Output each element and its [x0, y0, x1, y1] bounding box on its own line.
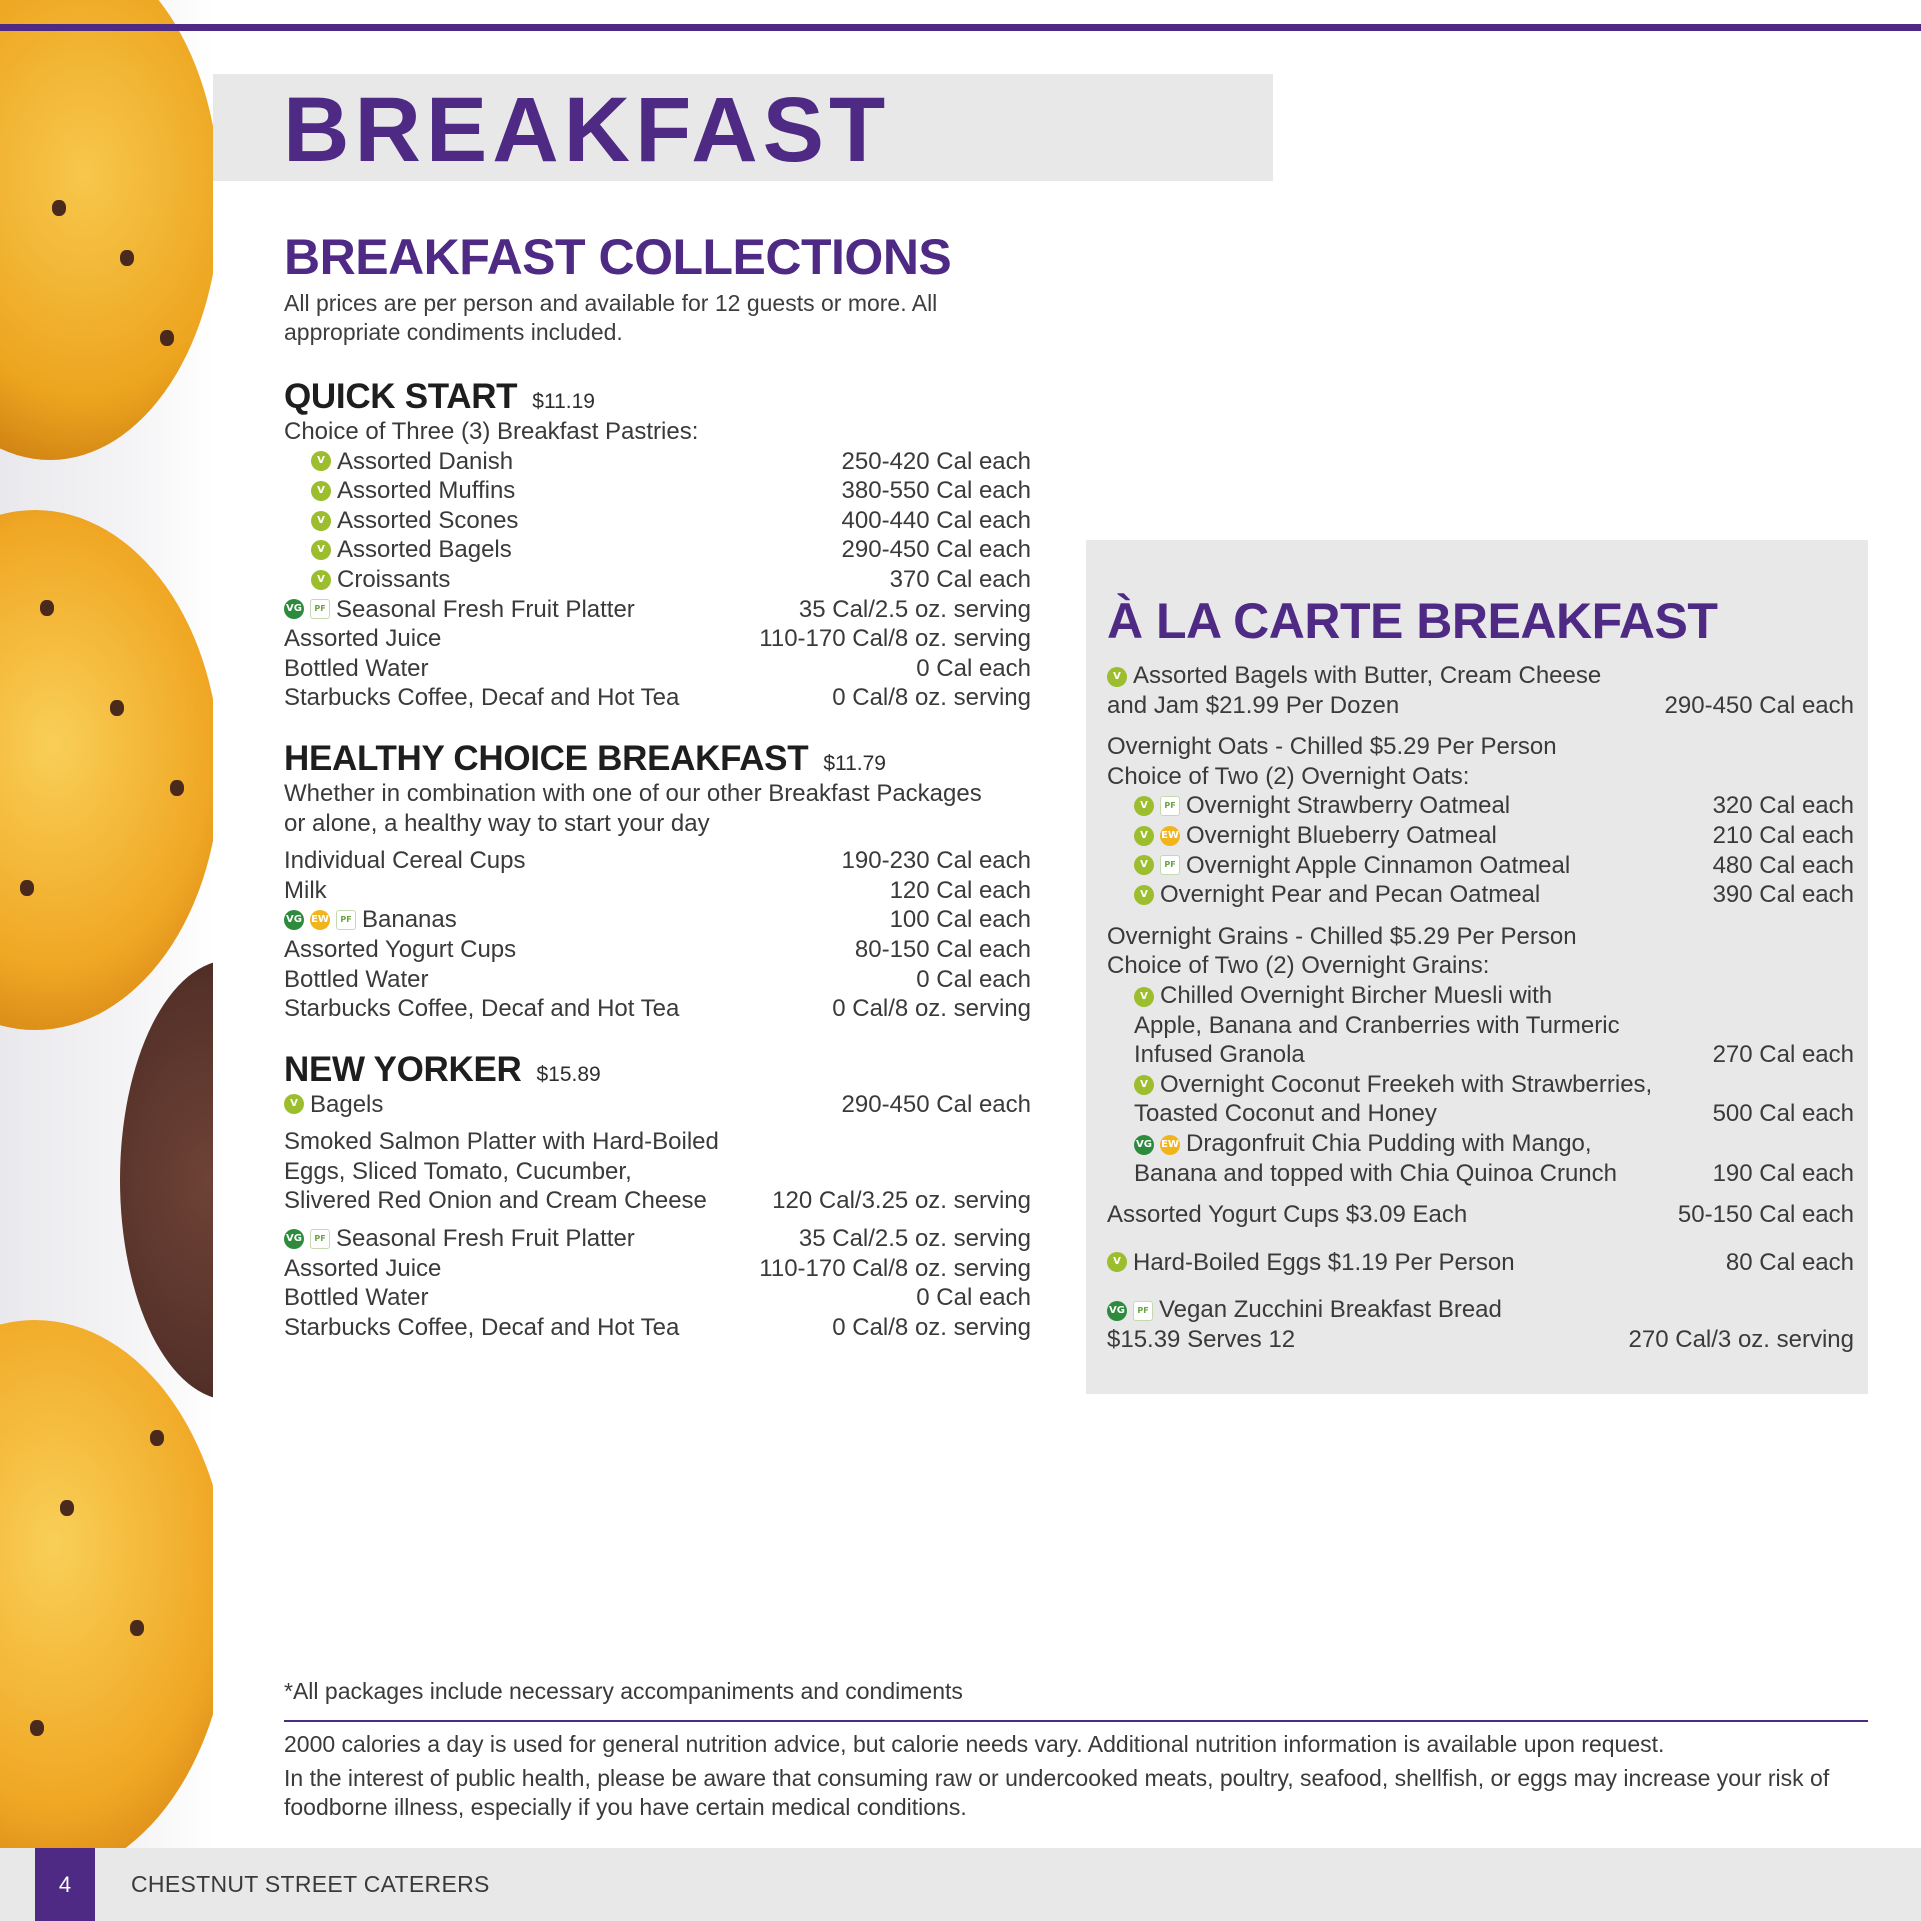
- item-label: Starbucks Coffee, Decaf and Hot Tea: [284, 995, 680, 1023]
- item-calories: 0 Cal/8 oz. serving: [832, 1313, 1031, 1341]
- menu-item: [1107, 1200, 1854, 1230]
- item-calories: 35 Cal/2.5 oz. serving: [798, 595, 1031, 623]
- vegetarian-icon: V: [1107, 1252, 1127, 1272]
- section-subhead: Choice of Two (2) Overnight Grains:: [1107, 952, 1490, 980]
- item-label: Bananas: [362, 906, 457, 934]
- menu-item: [284, 876, 1031, 906]
- menu-item: [284, 476, 1031, 506]
- item-calories: 380-550 Cal each: [841, 477, 1031, 505]
- vegetarian-icon: V: [311, 511, 331, 531]
- item-calories: 80-150 Cal each: [854, 935, 1031, 963]
- item-calories: 0 Cal each: [916, 654, 1031, 682]
- menu-item: [1107, 1248, 1854, 1278]
- item-label: Seasonal Fresh Fruit Platter: [336, 1225, 635, 1253]
- menu-item: [284, 595, 1031, 625]
- chocolate-chip: [40, 600, 54, 616]
- item-label: Chilled Overnight Bircher Muesli with: [1160, 981, 1553, 1009]
- footer-brand: CHESTNUT STREET CATERERS: [131, 1871, 490, 1897]
- vegan-icon: VG: [284, 599, 304, 619]
- item-calories: 270 Cal each: [1712, 1041, 1854, 1069]
- muffin-image: [0, 1320, 213, 1880]
- chocolate-chip: [30, 1720, 44, 1736]
- packages-footnote: *All packages include necessary accompaniments and condiments: [284, 1678, 963, 1704]
- item-calories: 500 Cal each: [1712, 1100, 1854, 1128]
- page-title: BREAKFAST: [283, 79, 891, 181]
- item-calories: 270 Cal/3 oz. serving: [1628, 1325, 1854, 1353]
- menu-item: [284, 1127, 1031, 1216]
- item-label: Toasted Coconut and Honey: [1134, 1100, 1437, 1128]
- menu-item: [1107, 1070, 1854, 1129]
- item-label: Bottled Water: [284, 1284, 429, 1312]
- collections-heading: BREAKFAST COLLECTIONS: [284, 229, 952, 285]
- vegetarian-icon: V: [1134, 885, 1154, 905]
- menu-item-title: [1107, 661, 1854, 691]
- item-label: Overnight Strawberry Oatmeal: [1186, 792, 1511, 820]
- package-price: $11.79: [823, 751, 886, 775]
- vegetarian-icon: V: [311, 481, 331, 501]
- vegetarian-icon: V: [1107, 667, 1127, 687]
- item-label: Starbucks Coffee, Decaf and Hot Tea: [284, 1313, 680, 1341]
- item-label: Assorted Juice: [284, 1254, 442, 1282]
- item-label: Infused Granola: [1134, 1041, 1305, 1069]
- item-price: $15.39 Serves 12: [1107, 1325, 1296, 1353]
- item-calories: 35 Cal/2.5 oz. serving: [798, 1225, 1031, 1253]
- menu-item: [1107, 691, 1854, 721]
- item-label: Assorted Yogurt Cups $3.09 Each: [1107, 1201, 1468, 1229]
- menu-item: [284, 654, 1031, 684]
- vegan-icon: VG: [1134, 1135, 1154, 1155]
- item-calories: 320 Cal each: [1712, 792, 1854, 820]
- menu-item: [284, 965, 1031, 995]
- item-label: Vegan Zucchini Breakfast Bread: [1159, 1296, 1502, 1324]
- item-label: Bottled Water: [284, 654, 429, 682]
- item-calories: 120 Cal each: [889, 876, 1031, 904]
- item-label: Overnight Pear and Pecan Oatmeal: [1160, 881, 1541, 909]
- item-calories: 110-170 Cal/8 oz. serving: [759, 1254, 1031, 1282]
- package-price: $15.89: [536, 1062, 601, 1086]
- menu-item: [284, 447, 1031, 477]
- menu-item: [284, 846, 1031, 876]
- item-calories: 0 Cal each: [916, 1284, 1031, 1312]
- item-label: Starbucks Coffee, Decaf and Hot Tea: [284, 684, 680, 712]
- item-label: Seasonal Fresh Fruit Platter: [336, 595, 635, 623]
- section-title: Overnight Grains - Chilled $5.29 Per Person: [1107, 922, 1577, 950]
- item-calories: 0 Cal/8 oz. serving: [832, 684, 1031, 712]
- package-subhead: Choice of Three (3) Breakfast Pastries:: [284, 418, 699, 445]
- menu-item: [284, 1313, 1031, 1343]
- vegetarian-icon: V: [1134, 987, 1154, 1007]
- menu-item: [284, 683, 1031, 713]
- a-la-carte-heading: À LA CARTE BREAKFAST: [1107, 593, 1718, 649]
- item-label: Assorted Danish: [337, 447, 514, 475]
- item-calories: 0 Cal/8 oz. serving: [832, 995, 1031, 1023]
- vegetarian-icon: V: [1134, 826, 1154, 846]
- item-calories: 290-450 Cal each: [1664, 691, 1854, 719]
- muffin-image: [0, 510, 213, 1030]
- disclaimer: [284, 1730, 1868, 1822]
- menu-item: [284, 506, 1031, 536]
- menu-item: [284, 565, 1031, 595]
- item-label: Bottled Water: [284, 965, 429, 993]
- plant-forward-icon: PF: [310, 599, 330, 619]
- health-warning: In the interest of public health, please be aware that consuming raw or undercooked meats, poultry, seafood, shellfish, or eggs may increase your risk of foodborne illness, especially if you have certain medical conditions.: [284, 1765, 1830, 1820]
- menu-item: [284, 1090, 1031, 1120]
- chocolate-chip: [120, 250, 134, 266]
- item-calories: 0 Cal each: [916, 965, 1031, 993]
- package-name: NEW YORKER: [284, 1049, 522, 1089]
- item-label: Assorted Bagels with Butter, Cream Cheese: [1133, 662, 1602, 689]
- menu-item: [284, 994, 1031, 1024]
- chocolate-muffin-image: [120, 960, 213, 1400]
- item-calories: 480 Cal each: [1712, 851, 1854, 879]
- menu-item: [284, 535, 1031, 565]
- item-label: Croissants: [337, 565, 451, 593]
- item-label: Overnight Apple Cinnamon Oatmeal: [1186, 851, 1571, 879]
- item-label: Milk: [284, 876, 327, 904]
- plant-forward-icon: PF: [1160, 855, 1180, 875]
- package-price: $11.19: [532, 390, 595, 413]
- item-label: Individual Cereal Cups: [284, 847, 526, 875]
- item-calories: 250-420 Cal each: [841, 447, 1031, 475]
- chocolate-chip: [150, 1430, 164, 1446]
- item-label: Dragonfruit Chia Pudding with Mango,: [1186, 1129, 1592, 1157]
- plant-forward-icon: PF: [310, 1229, 330, 1249]
- plant-forward-icon: PF: [1133, 1301, 1153, 1321]
- a-la-carte-breakfast: [1107, 594, 1854, 1354]
- item-calories: 400-440 Cal each: [841, 506, 1031, 534]
- vegetarian-icon: V: [1134, 796, 1154, 816]
- chocolate-chip: [170, 780, 184, 796]
- vegetarian-icon: V: [311, 451, 331, 471]
- item-calories: 210 Cal each: [1712, 821, 1854, 849]
- menu-item: [1107, 880, 1854, 910]
- vegan-icon: VG: [284, 1229, 304, 1249]
- collections-intro: All prices are per person and available for 12 guests or more. All appropriate condiments included.: [284, 290, 938, 345]
- menu-item: [284, 905, 1031, 935]
- item-label: Assorted Bagels: [337, 536, 512, 564]
- package-description: Whether in combination with one of our other Breakfast Packages or alone, a healthy way to start your day: [284, 779, 982, 837]
- item-label: Apple, Banana and Cranberries with Turmeric: [1134, 1011, 1620, 1039]
- item-label: Overnight Blueberry Oatmeal: [1186, 821, 1497, 849]
- item-label: Assorted Yogurt Cups: [284, 935, 517, 963]
- chocolate-chip: [130, 1620, 144, 1636]
- item-calories: 390 Cal each: [1712, 881, 1854, 909]
- menu-item: [284, 935, 1031, 965]
- chocolate-chip: [20, 880, 34, 896]
- item-label: Bagels: [310, 1090, 384, 1118]
- page-number: 4: [35, 1848, 95, 1921]
- item-label: Smoked Salmon Platter with Hard-Boiled Eggs, Sliced Tomato, Cucumber, Slivered Red Onion and Cream Cheese: [284, 1128, 719, 1215]
- item-calories: 100 Cal each: [889, 906, 1031, 934]
- item-calories: 50-150 Cal each: [1677, 1201, 1854, 1229]
- item-calories: 290-450 Cal each: [841, 1090, 1031, 1118]
- menu-item: [1107, 1295, 1854, 1354]
- item-calories: 190-230 Cal each: [841, 847, 1031, 875]
- package-header: [284, 739, 1031, 779]
- item-calories: 370 Cal each: [889, 565, 1031, 593]
- section-subhead: Choice of Two (2) Overnight Oats:: [1107, 762, 1470, 790]
- menu-item: [284, 1224, 1031, 1254]
- menu-item: [284, 1254, 1031, 1284]
- chocolate-chip: [60, 1500, 74, 1516]
- plant-forward-icon: PF: [336, 910, 356, 930]
- menu-item: [284, 624, 1031, 654]
- menu-item: [1107, 791, 1854, 821]
- package-name: QUICK START: [284, 377, 518, 416]
- package-header: [284, 377, 1031, 417]
- section-title: Overnight Oats - Chilled $5.29 Per Person: [1107, 733, 1557, 761]
- chocolate-chip: [52, 200, 66, 216]
- item-label: Assorted Muffins: [337, 477, 516, 505]
- top-rule: [0, 24, 1921, 31]
- menu-item: [1107, 981, 1854, 1070]
- vegetarian-icon: V: [1134, 855, 1154, 875]
- menu-item: [1107, 821, 1854, 851]
- vegetarian-icon: V: [311, 570, 331, 590]
- eat-well-icon: EW: [310, 910, 330, 930]
- breakfast-collections: [284, 230, 1031, 1342]
- eat-well-icon: EW: [1160, 1135, 1180, 1155]
- item-calories: 190 Cal each: [1712, 1159, 1854, 1187]
- plant-forward-icon: PF: [1160, 796, 1180, 816]
- vegan-icon: VG: [1107, 1301, 1127, 1321]
- vegetarian-icon: V: [1134, 1075, 1154, 1095]
- muffin-image: [0, 0, 213, 460]
- muffin-photo-strip: [0, 0, 213, 1921]
- footer-rule: [284, 1720, 1868, 1722]
- item-label: Hard-Boiled Eggs $1.19 Per Person: [1133, 1248, 1515, 1276]
- menu-item: [1107, 1129, 1854, 1188]
- package-name: HEALTHY CHOICE BREAKFAST: [284, 738, 809, 778]
- vegetarian-icon: V: [284, 1094, 304, 1114]
- item-label: Banana and topped with Chia Quinoa Crunch: [1134, 1159, 1617, 1187]
- menu-item: [1107, 851, 1854, 881]
- menu-item: [284, 1283, 1031, 1313]
- item-calories: 110-170 Cal/8 oz. serving: [759, 625, 1031, 653]
- item-calories: 80 Cal each: [1725, 1248, 1854, 1276]
- chocolate-chip: [160, 330, 174, 346]
- eat-well-icon: EW: [1160, 826, 1180, 846]
- item-calories: 290-450 Cal each: [841, 536, 1031, 564]
- item-calories: 120 Cal/3.25 oz. serving: [772, 1187, 1031, 1215]
- vegan-icon: VG: [284, 910, 304, 930]
- vegetarian-icon: V: [311, 540, 331, 560]
- item-label: Assorted Scones: [337, 506, 519, 534]
- item-label: Assorted Juice: [284, 625, 442, 653]
- package-header: [284, 1050, 1031, 1090]
- item-label: Overnight Coconut Freekeh with Strawberries,: [1160, 1070, 1653, 1098]
- nutrition-note: 2000 calories a day is used for general nutrition advice, but calorie needs vary. Additional nutrition information is available upon request.: [284, 1731, 1665, 1757]
- item-price: and Jam $21.99 Per Dozen: [1107, 691, 1400, 719]
- chocolate-chip: [110, 700, 124, 716]
